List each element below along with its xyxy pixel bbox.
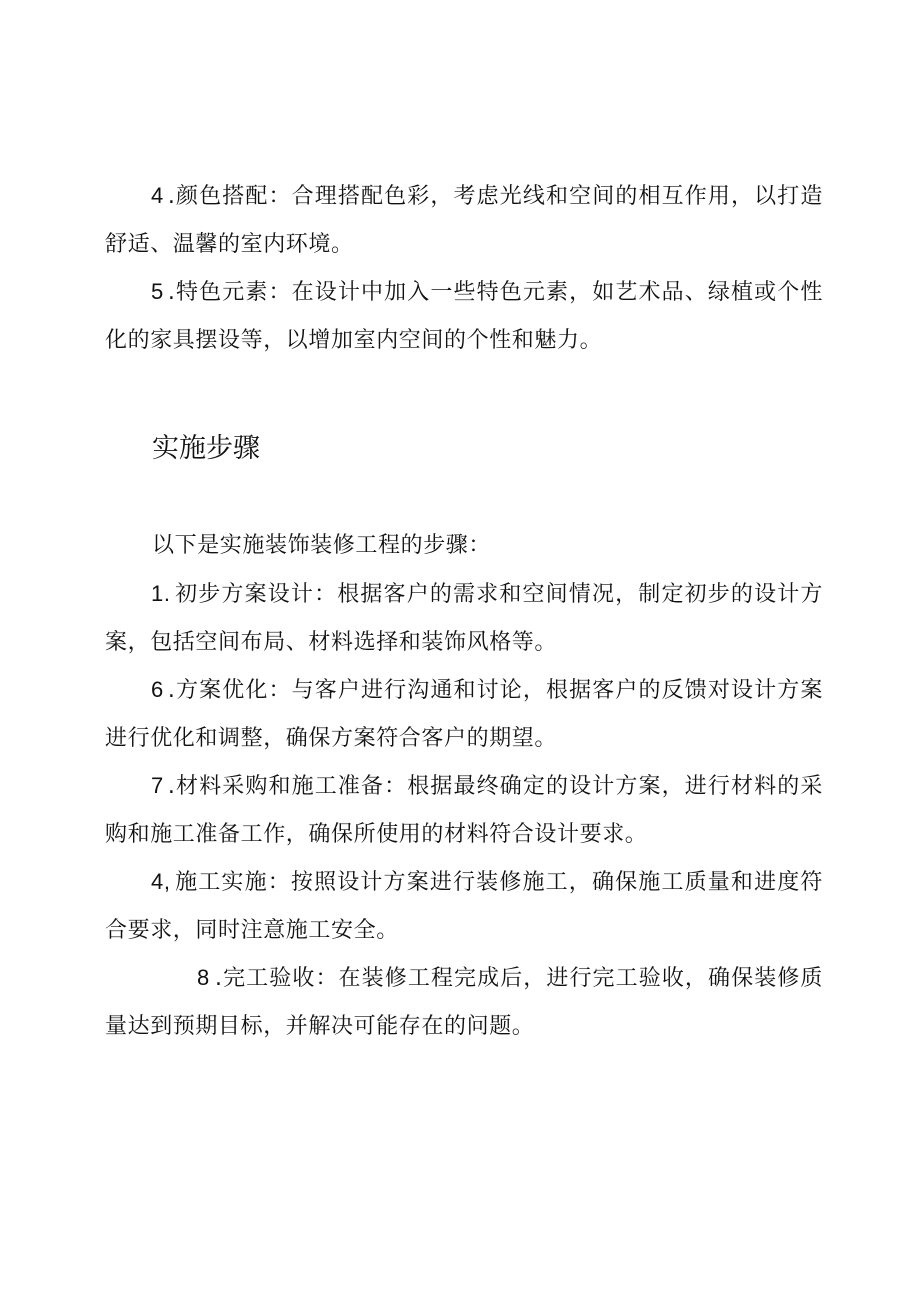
- step-text: 初步方案设计：根据客户的需求和空间情况，制定初步的设计方案，包括空间布局、材料选择和装饰风格等。: [105, 582, 823, 655]
- list-item-number: 5: [151, 279, 164, 304]
- step-item-initial-design: [105, 570, 823, 667]
- step-item-optimization: [105, 666, 823, 763]
- list-item-color-matching: [105, 172, 823, 269]
- step-text: 施工实施：按照设计方案进行装修施工，确保施工质量和进度符合要求，同时注意施工安全。: [105, 870, 823, 943]
- step-number: 6: [151, 677, 164, 702]
- section-intro: 以下是实施装饰装修工程的步骤：: [152, 533, 492, 558]
- list-item-text: .颜色搭配：合理搭配色彩，考虑光线和空间的相互作用，以打造舒适、温馨的室内环境。: [105, 184, 823, 257]
- list-item-number: 4: [151, 183, 164, 208]
- step-item-construction: [105, 858, 823, 955]
- step-number: 4,: [151, 869, 171, 894]
- step-text: .方案优化：与客户进行沟通和讨论，根据客户的反馈对设计方案进行优化和调整，确保方案符合客户的期望。: [105, 678, 823, 751]
- step-number: 8: [197, 965, 210, 990]
- step-item-acceptance: [105, 954, 823, 1051]
- step-number: 7: [151, 773, 164, 798]
- step-text: .完工验收：在装修工程完成后，进行完工验收，确保装修质量达到预期目标，并解决可能存在的问题。: [105, 966, 823, 1039]
- section-heading: 实施步骤: [152, 433, 260, 464]
- step-number: 1.: [151, 581, 171, 606]
- list-item-text: .特色元素：在设计中加入一些特色元素，如艺术品、绿植或个性化的家具摆设等，以增加室内空间的个性和魅力。: [105, 280, 823, 353]
- step-text: .材料采购和施工准备：根据最终确定的设计方案，进行材料的采购和施工准备工作，确保所使用的材料符合设计要求。: [105, 774, 823, 847]
- step-item-procurement: [105, 762, 823, 859]
- list-item-feature-elements: [105, 268, 823, 365]
